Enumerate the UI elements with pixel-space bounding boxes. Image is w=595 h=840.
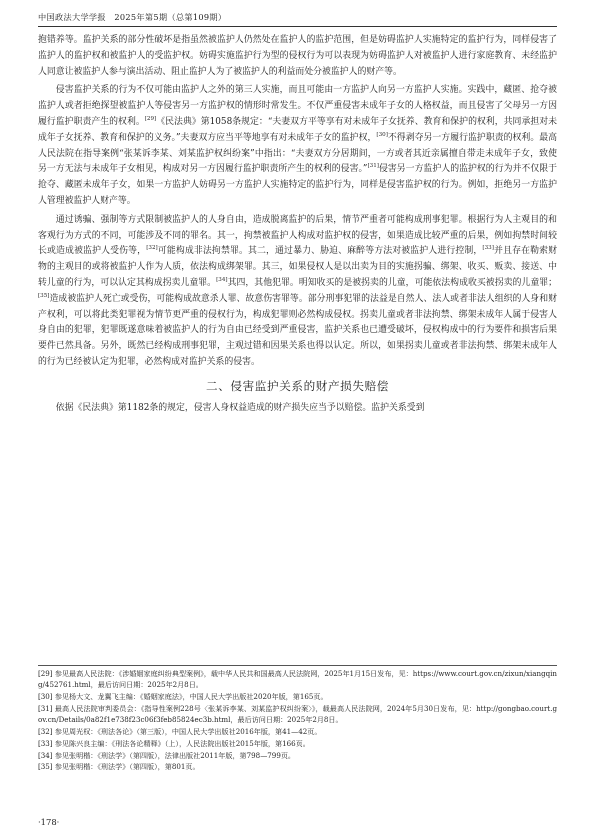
footnote-item: [32] 参见周光权：《刑法各论》（第三版），中国人民大学出版社2016年版，第41—42页。 bbox=[38, 726, 322, 736]
footnote-marker[interactable]: [33] bbox=[482, 245, 494, 252]
footnote-item: [30] 参见杨大文、龙翼飞主编：《婚姻家庭法》，中国人民大学出版社2020年版，第165页。 bbox=[38, 692, 328, 702]
header-rule bbox=[38, 26, 557, 27]
section-heading: 二、侵害监护关系的财产损失赔偿 bbox=[206, 378, 389, 393]
footnote-item: [31] 最高人民法院审判委员会：《指导性案例228号〈张某诉李某、刘某监护权纠纷案〉》，载最高人民法院网，2024年5月30日发布，见：http://gongbao.court.gov.cn/Details/0a82f1e738f23c06f3feb85824ec3b.html，最后访问日期：2025年2月8日。 bbox=[38, 703, 557, 725]
footnote-marker[interactable]: [32] bbox=[146, 245, 158, 252]
footnote-rule bbox=[38, 665, 557, 666]
footnote-item: [34] 参见张明楷：《刑法学》（第四版），法律出版社2011年版，第798—799页。 bbox=[38, 750, 296, 760]
body-paragraph: 通过诱骗、强制等方式限制被监护人的人身自由，造成脱离监护的后果，情节严重者可能构成刑事犯罪。根据行为人主观目的和客观行为方式的不同，可能涉及不同的罪名。其一，拘禁被监护人构成对监护权的侵害，如果造成比较严重的后果，例如拘禁时间较长或造成被监护人受伤等，[32]可能构成非法拘禁罪。其二，通过暴力、胁迫、麻醉等方法对被监护人进行控制，[33]并且存在勒索财物的主观目的或将被监护人作为人质，依法构成绑架罪。其三，如果侵权人是以出卖为目的实施拐骗、绑架、收买、贩卖、接送、中转儿童的行为，可以认定其构成拐卖儿童罪。[34]其四，其他犯罪。明知收买的是被拐卖的儿童，可能依法构成收买被拐卖的儿童罪；[35]造成被监护人死亡或受伤，可能构成故意杀人罪、故意伤害罪等。部分刑事犯罪的法益是自然人、法人或者非法人组织的人身和财产权利，可以将此类犯罪视为情节更严重的侵权行为，构成犯罪则必然构成侵权。拐卖儿童或者非法拘禁、绑架未成年人属于侵害人身自由的犯罪，犯罪既遂意味着被监护人的行为自由已经受到严重侵害，监护关系也已遭受破坏，侵权构成中的行为要件和损害后果要件已然具备。另外，既然已经构成刑事犯罪，主观过错和因果关系也得以认定。所以，如果拐卖儿童或者非法拘禁、绑架未成年人的行为已经被认定为犯罪，必然构成对监护关系的侵害。 bbox=[38, 214, 558, 367]
footnote-marker[interactable]: [35] bbox=[38, 292, 50, 299]
footnote-item: [29] 参见最高人民法院：《涉婚姻家庭纠纷典型案例》，载中华人民共和国最高人民法院网，2025年1月15日发布，见：https://www.court.gov.cn/zixun/xiangqing/452761.html，最后访问日期：2025年2月8日。 bbox=[38, 669, 557, 690]
footnote-marker[interactable]: [31] bbox=[367, 163, 379, 170]
body-paragraph-continued: 依据《民法典》第1182条的规定，侵害人身权益造成的财产损失应当予以赔偿。监护关系受到 bbox=[55, 402, 425, 413]
article-body bbox=[38, 33, 557, 419]
page-number: ·178· bbox=[38, 817, 60, 827]
body-paragraph: 抱错养等。监护关系的部分性破坏是指虽然被监护人仍然处在监护人的监护范围，但是妨碍监护人实施特定的监护行为，同样侵害了监护人的监护权和被监护人的受监护权。妨碍实施监护行为型的侵权行为可以表现为妨碍监护人对被监护人进行家庭教育、未经监护人同意让被监护人参与演出活动、阻止监护人为了被监护人的利益而处分被监护人的财产等。 bbox=[38, 35, 557, 77]
footnote-item: [35] 参见张明楷：《刑法学》（第四版），第801页。 bbox=[38, 762, 200, 772]
footnote-marker[interactable]: [34] bbox=[216, 276, 228, 283]
footnote-item: [33] 参见陈兴良主编：《刑法各论精释》（上），人民法院出版社2015年版，第166页。 bbox=[38, 738, 310, 748]
body-paragraph: 侵害监护关系的行为不仅可能由监护人之外的第三人实施，而且可能由一方监护人向另一方监护人实施。实践中，藏匿、抢夺被监护人或者拒绝探望被监护人等侵害另一方监护权的情形时常发生。不仅严重侵害未成年子女的人格权益，而且侵害了父母另一方因履行监护职责产生的权利。[29]《民法典》第1058条规定：“夫妻双方平等享有对未成年子女抚养、教育和保护的权利，共同承担对未成年子女抚养、教育和保护的义务。”夫妻双方应当平等地享有对未成年子女的监护权，[30]不得剥夺另一方履行监护职责的权利。最高人民法院在指导案例“张某诉李某、刘某监护权纠纷案”中指出：“夫妻双方分居期间，一方或者其近亲属擅自带走未成年子女，致使另一方无法与未成年子女相见，构成对另一方因履行监护职责所产生的权利的侵害。”[31]侵害另一方监护人的监护权的行为并不仅限于抢夺、藏匿未成年子女，如果一方监护人妨碍另一方监护人实施特定的监护行为，同样是侵害监护权的行为。例如，拒绝另一方监护人管理被监护人财产等。 bbox=[38, 85, 558, 206]
footnotes bbox=[38, 668, 557, 773]
running-header: 中国政法大学学报 2025年第5期（总第109期） bbox=[38, 12, 227, 22]
footnote-marker[interactable]: [30] bbox=[376, 131, 388, 138]
footnote-marker[interactable]: [29] bbox=[144, 115, 157, 122]
